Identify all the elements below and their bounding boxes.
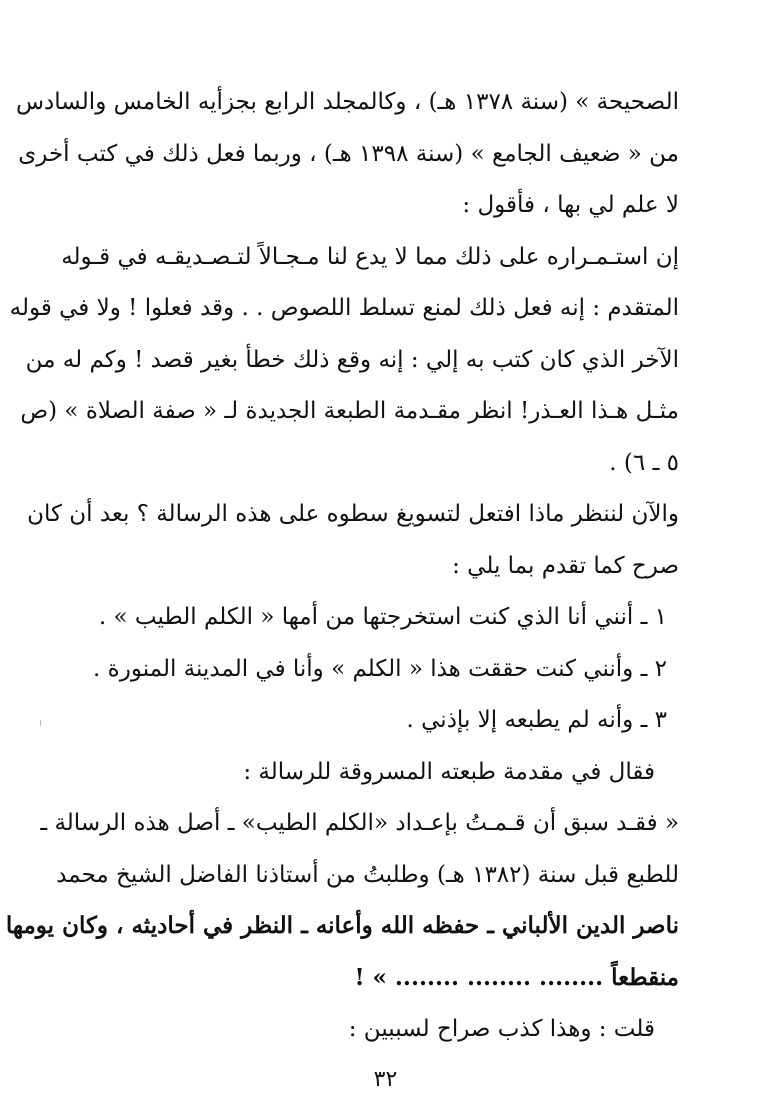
quote-line-2: للطبع قبل سنة (١٣٨٢ هـ) وطلبتُ من أستاذنا الفاضل الشيخ محمد	[56, 861, 679, 888]
text-line-19: قلت : وهذا كذب صراح لسببين :	[348, 1016, 655, 1042]
text-line-1: الصحيحة » (سنة ١٣٧٨ هـ) ، وكالمجلد الرابع بجزأيه الخامس والسادس	[15, 89, 679, 115]
margin-mark	[40, 720, 41, 726]
list-item-2: ٢ ـ وأنني كنت حققت هذا « الكلم » وأنا في المدينة المنورة .	[93, 655, 667, 682]
quote-line-4: منقطعاً ........ ........ ........ » !	[354, 963, 679, 991]
text-line-10: صرح كما تقدم بما يلي :	[452, 552, 679, 579]
text-line-5: المتقدم : إنه فعل ذلك لمنع تسلط اللصوص . . وقد فعلوا ! ولا في قوله	[9, 295, 679, 321]
text-line-8: ٥ ـ ٦) .	[609, 449, 679, 476]
text-line-7: مثـل هـذا العـذر! انظر مقـدمة الطبعة الجديدة لـ « صفة الصلاة » (ص	[20, 398, 679, 424]
quote-line-1: « فقـد سبق أن قـمـتُ بإعـداد «الكلم الطيب» ـ أصل هذه الرسالة ـ	[40, 810, 679, 836]
page-number: ٣٢	[373, 1066, 398, 1092]
text-line-3: لا علم لي بها ، فأقول :	[462, 192, 679, 218]
quote-line-3: ناصر الدين الألباني ـ حفظه الله وأعانه ـ النظر في أحاديثه ، وكان يومها	[5, 912, 679, 939]
text-line-9: والآن لننظر ماذا افتعل لتسويغ سطوه على هذه الرسالة ؟ بعد أن كان	[27, 501, 679, 527]
text-line-14: فقال في مقدمة طبعته المسروقة للرسالة :	[243, 758, 655, 785]
text-line-4: إن استـمـراره على ذلك مما لا يدع لنا مـجـالاً لتـصـديقـه في قـوله	[61, 243, 679, 270]
text-line-6: الآخر الذي كان كتب به إلي : إنه وقع ذلك خطأ بغير قصد ! وكم له من	[25, 346, 679, 373]
list-item-1: ١ ـ أنني أنا الذي كنت استخرجتها من أمها « الكلم الطيب » .	[98, 604, 667, 630]
text-line-2: من « ضعيف الجامع » (سنة ١٣٩٨ هـ) ، وربما فعل ذلك في كتب أخرى	[18, 140, 679, 167]
list-item-3: ٣ ـ وأنه لم يطبعه إلا بإذني .	[406, 707, 667, 733]
